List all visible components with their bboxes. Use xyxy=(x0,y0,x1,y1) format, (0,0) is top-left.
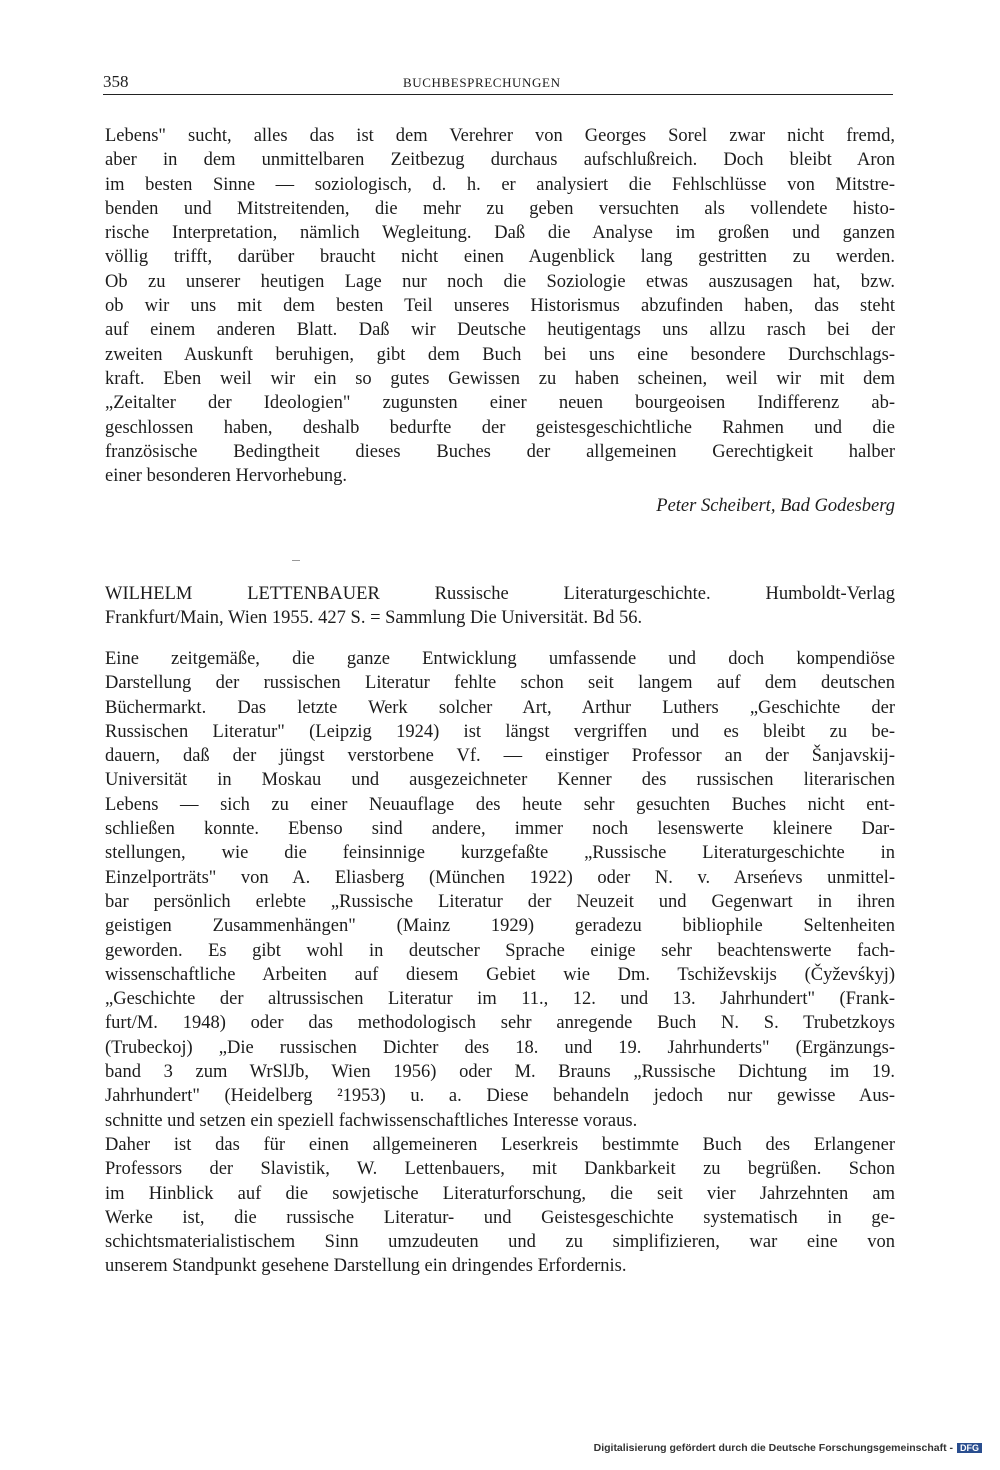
text-line: Büchermarkt. Das letzte Werk solcher Art, Arthur Luthers „Geschichte der xyxy=(105,697,895,718)
text-line: Darstellung der russischen Literatur fehlte schon seit langem auf dem deutschen xyxy=(105,673,895,694)
text-line: geworden. Es gibt wohl in deutscher Sprache einige sehr beachtenswerte fach- xyxy=(105,940,895,961)
text-line: furt/M. 1948) oder das methodologisch sehr anregende Buch N. S. Trubetzkoys xyxy=(105,1013,895,1034)
text-line: Eine zeitgemäße, die ganze Entwicklung umfassende und doch kompendiöse xyxy=(105,649,895,669)
text-line: Universität in Moskau und ausgezeichneter Kenner des russischen literarischen xyxy=(105,770,895,791)
running-head: BUCHBESPRECHUNGEN xyxy=(403,75,561,90)
text-line: im Hinblick auf die sowjetische Literaturforschung, die seit vier Jahrzehnten am xyxy=(105,1183,895,1204)
text-line: geistigen Zusammenhängen" (Mainz 1929) geradezu bibliophile Seltenheiten xyxy=(105,916,895,937)
text-line: französische Bedingtheit dieses Buches der allgemeinen Gerechtigkeit halber xyxy=(105,441,895,462)
text-line: Daher ist das für einen allgemeineren Leserkreis bestimmte Buch des Erlangener xyxy=(105,1134,895,1155)
text-line: Russischen Literatur" (Leipzig 1924) ist längst vergriffen und es bleibt zu be- xyxy=(105,721,895,742)
text-line: im besten Sinne — soziologisch, d. h. er analysiert die Fehlschlüsse von Mitstre- xyxy=(105,174,895,195)
text-line: Werke ist, die russische Literatur- und Geistesgeschichte systematisch in ge- xyxy=(105,1207,895,1228)
text-line: auf einem anderen Blatt. Daß wir Deutsche heutigentags uns allzu rasch bei der xyxy=(105,320,895,341)
text-line: Ob zu unserer heutigen Lage nur noch die Soziologie etwas auszusagen hat, bzw. xyxy=(105,271,895,292)
text-line: geschlossen haben, deshalb bedurfte der geistesgeschichtliche Rahmen und die xyxy=(105,417,895,438)
text-line: schnitte und setzen ein speziell fachwissenschaftliches Interesse voraus. xyxy=(105,1110,638,1131)
biblio-line: Frankfurt/Main, Wien 1955. 427 S. = Sammlung Die Universität. Bd 56. xyxy=(105,608,643,629)
reviewer-signature: Peter Scheibert, Bad Godesberg xyxy=(656,496,895,516)
text-line: Jahrhundert" (Heidelberg ²1953) u. a. Diese behandeln jedoch nur gewisse Aus- xyxy=(105,1086,895,1107)
text-line: „Zeitalter der Ideologien" zugunsten einer neuen bourgeoisen Indifferenz ab- xyxy=(105,393,895,414)
text-line: bar persönlich erlebte „Russische Literatur der Neuzeit und Gegenwart in ihren xyxy=(105,891,895,912)
text-line: dauern, daß der jüngst verstorbene Vf. — einstiger Professor an der Šanjavskij- xyxy=(105,746,895,767)
text-line: (Trubeckoj) „Die russischen Dichter des 18. und 19. Jahrhunderts" (Ergänzungs- xyxy=(105,1037,895,1058)
text-line: band 3 zum WrSlJb, Wien 1956) oder M. Brauns „Russische Dichtung im 19. xyxy=(105,1062,895,1083)
text-line: kraft. Eben weil wir ein so gutes Gewissen zu haben scheinen, weil wir mit dem xyxy=(105,368,895,389)
text-line: Lebens" sucht, alles das ist dem Verehrer von Georges Sorel zwar nicht fremd, xyxy=(105,126,895,146)
previous-review-text xyxy=(105,124,895,488)
text-line: Einzelporträts" von A. Eliasberg (München 1922) oder N. v. Arseńevs unmittel- xyxy=(105,867,895,888)
page-number: 358 xyxy=(103,72,129,91)
text-line: zweiten Auskunft beruhigen, gibt dem Buch bei uns eine besondere Durchschlags- xyxy=(105,344,895,365)
text-line: „Geschichte der altrussischen Literatur im 11., 12. und 13. Jahrhundert" (Frank- xyxy=(105,989,895,1010)
section-divider xyxy=(292,560,300,561)
text-line: aber in dem unmittelbaren Zeitbezug durchaus aufschlußreich. Doch bleibt Aron xyxy=(105,150,895,171)
review-body-text xyxy=(105,647,895,1279)
dfg-logo: DFG xyxy=(957,1443,982,1453)
text-line: unserem Standpunkt gesehene Darstellung ein dringendes Erfordernis. xyxy=(105,1256,627,1277)
text-line: stellungen, wie die feinsinnige kurzgefaßte „Russische Literaturgeschichte in xyxy=(105,843,895,864)
text-line: benden und Mitstreitenden, die mehr zu geben versuchten als vollendete histo- xyxy=(105,198,895,219)
text-line: schichtsmaterialistischem Sinn umzudeuten und zu simplifizieren, war eine von xyxy=(105,1232,895,1253)
text-line: wissenschaftliche Arbeiten auf diesem Gebiet wie Dm. Tschiževskijs (Čyževśkyj) xyxy=(105,964,895,985)
text-line: Professors der Slavistik, W. Lettenbauers, mit Dankbarkeit zu begrüßen. Schon xyxy=(105,1159,895,1180)
text-line: Lebens — sich zu einer Neuauflage des heute sehr gesuchten Buches nicht ent- xyxy=(105,794,895,815)
text-line: rische Interpretation, nämlich Wegleitung. Daß die Analyse im großen und ganzen xyxy=(105,223,895,244)
biblio-line: WILHELM LETTENBAUER Russische Literaturgeschichte. Humboldt-Verlag xyxy=(105,584,895,604)
credit-text: Digitalisierung gefördert durch die Deutsche Forschungsgemeinschaft - xyxy=(593,1442,953,1454)
page-header xyxy=(103,72,893,95)
text-line: schließen konnte. Ebenso sind andere, immer noch lesenswerte kleinere Dar- xyxy=(105,819,895,840)
bibliographic-entry xyxy=(105,582,895,631)
text-line: ob wir uns mit dem besten Teil unseres Historismus abzufinden haben, das steht xyxy=(105,296,895,317)
text-line: einer besonderen Hervorhebung. xyxy=(105,466,347,487)
digitization-credit xyxy=(594,1442,982,1454)
text-line: völlig trifft, darüber braucht nicht einen Augenblick lang gestritten zu werden. xyxy=(105,247,895,268)
